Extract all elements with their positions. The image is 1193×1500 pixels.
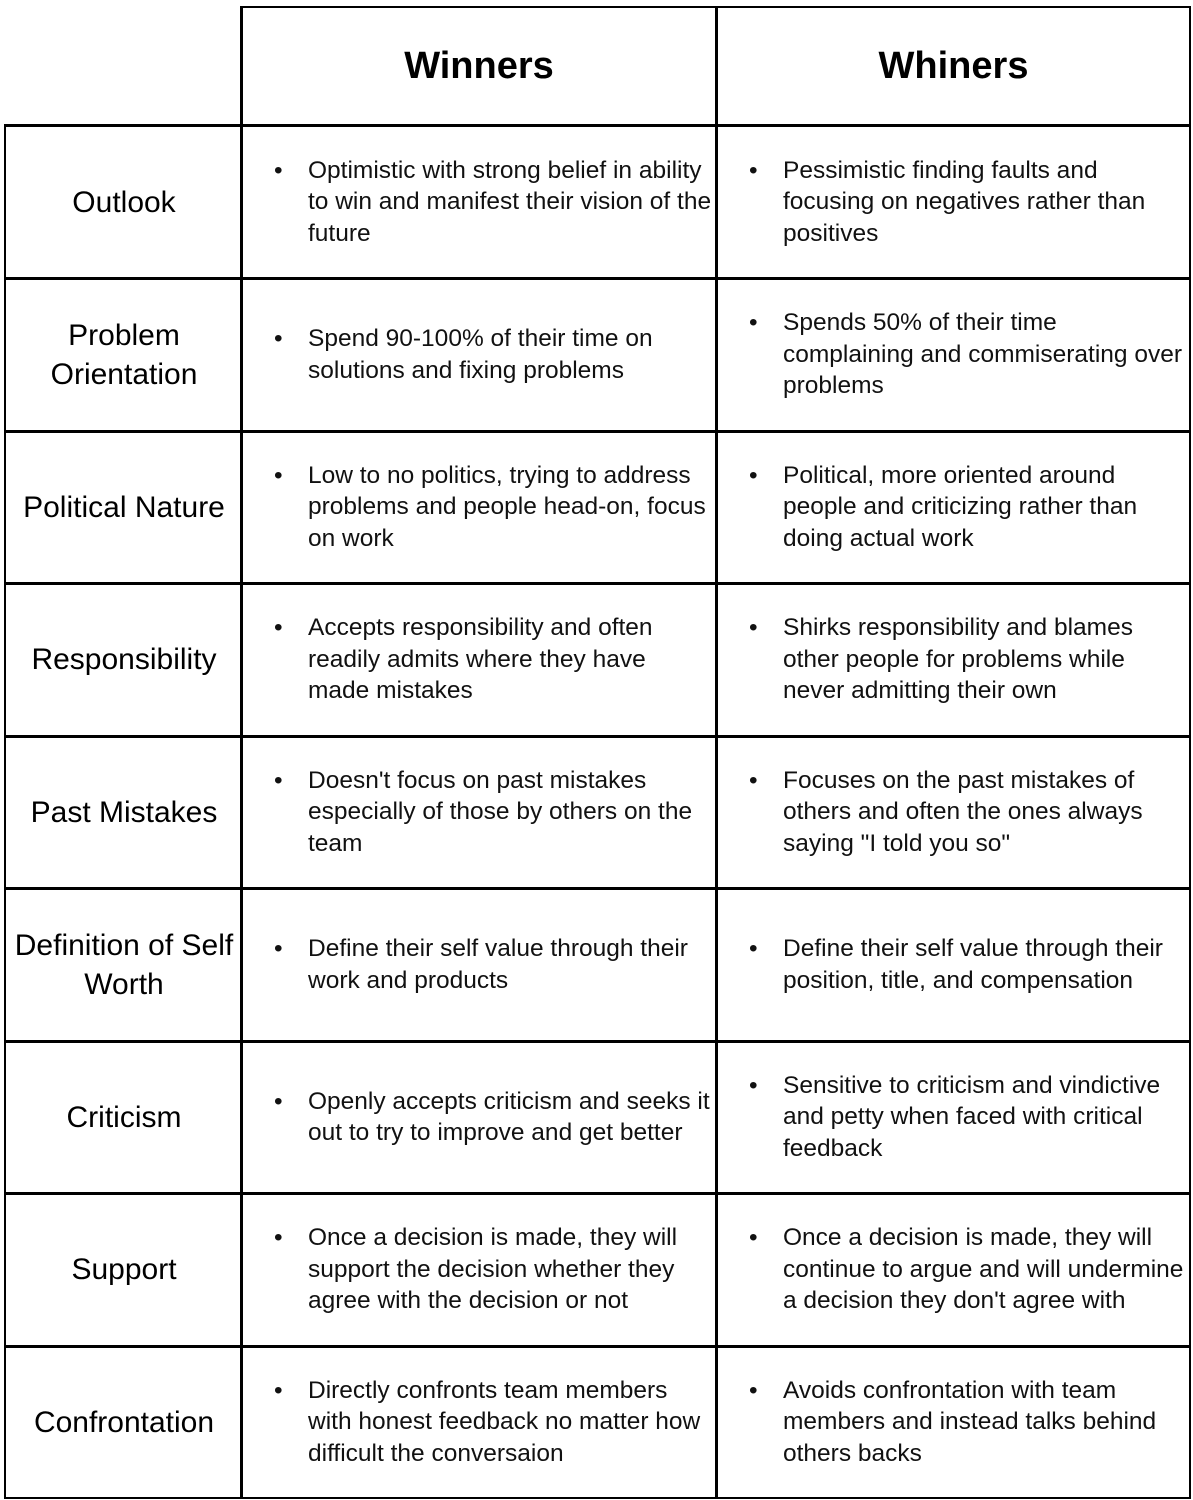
winners-text: Directly confronts team members with honest feedback no matter how difficult the conversaion [308, 1376, 701, 1467]
row-label: Problem Orientation [50, 318, 198, 391]
bullet-icon: • [274, 614, 283, 642]
winners-text: Openly accepts criticism and seeks it out to try to improve and get better [308, 1087, 710, 1146]
whiners-text: Avoids confrontation with team members and instead talks behind others backs [783, 1376, 1157, 1467]
whiners-text: Pessimistic finding faults and focusing on negatives rather than positives [783, 156, 1146, 247]
winners-cell [242, 278, 716, 431]
winners-text: Doesn't focus on past mistakes especially of those by others on the team [308, 766, 693, 857]
whiners-bullet-item [717, 307, 1190, 402]
bullet-icon: • [274, 1087, 283, 1115]
whiners-bullet-item [717, 1070, 1190, 1165]
row-label: Confrontation [33, 1405, 215, 1439]
row-label: Political Nature [23, 490, 225, 524]
whiners-cell [717, 431, 1190, 583]
winners-bullet-item [242, 612, 716, 707]
winners-text: Accepts responsibility and often readily admits where they have made mistakes [308, 614, 653, 705]
winners-header: Winners [404, 44, 554, 87]
bullet-icon: • [274, 1224, 283, 1252]
winners-cell [242, 583, 716, 736]
winners-bullet-item [242, 1222, 716, 1317]
whiners-text: Once a decision is made, they will continue to argue and will undermine a decision they don't agree with [783, 1224, 1184, 1315]
bullet-icon: • [274, 156, 283, 184]
bullet-icon: • [274, 935, 283, 962]
whiners-cell [717, 126, 1190, 278]
whiners-text: Spends 50% of their time complaining and commiserating over problems [783, 309, 1182, 400]
row-label: Criticism [66, 1100, 182, 1134]
whiners-cell [717, 1346, 1190, 1498]
winners-bullet-item [242, 155, 716, 250]
winners-cell [242, 1346, 716, 1498]
bullet-icon: • [274, 325, 283, 352]
winners-text: Low to no politics, trying to address problems and people head-on, focus on work [308, 461, 706, 552]
row-label: Definition of Self Worth [14, 928, 234, 1001]
winners-cell [242, 888, 716, 1041]
whiners-text: Sensitive to criticism and vindictive and petty when faced with critical feedback [783, 1071, 1161, 1162]
bullet-icon: • [749, 935, 758, 962]
bullet-icon: • [749, 614, 758, 642]
bullet-icon: • [749, 156, 758, 184]
whiners-bullet-item [717, 460, 1190, 555]
whiners-text: Define their self value through their position, title, and compensation [783, 935, 1163, 994]
whiners-cell [717, 1193, 1190, 1346]
winners-cell [242, 736, 716, 888]
bullet-icon: • [749, 766, 758, 794]
whiners-cell [717, 583, 1190, 736]
whiners-text: Political, more oriented around people and criticizing rather than doing actual work [783, 461, 1138, 552]
winners-cell [242, 126, 716, 278]
row-label: Responsibility [31, 643, 217, 676]
row-label: Support [71, 1253, 177, 1286]
winners-bullet-item [242, 765, 716, 860]
winners-cell [242, 1041, 716, 1193]
whiners-bullet-item [717, 155, 1190, 250]
winners-bullet-item [242, 933, 716, 996]
row-label: Past Mistakes [30, 795, 218, 829]
whiners-text: Shirks responsibility and blames other people for problems while never admitting their own [783, 614, 1133, 705]
bullet-icon: • [274, 766, 283, 794]
winners-bullet-item [242, 323, 716, 386]
winners-bullet-item [242, 460, 716, 555]
whiners-cell [717, 736, 1190, 888]
whiners-bullet-item [717, 1375, 1190, 1470]
whiners-cell [717, 1041, 1190, 1193]
bullet-icon: • [274, 1376, 283, 1404]
bullet-icon: • [749, 1376, 758, 1404]
winners-text: Spend 90-100% of their time on solutions and fixing problems [308, 325, 653, 384]
whiners-cell [717, 888, 1190, 1041]
bullet-icon: • [274, 461, 283, 489]
row-label: Outlook [72, 185, 176, 219]
winners-bullet-item [242, 1375, 716, 1470]
whiners-text: Focuses on the past mistakes of others and often the ones always saying "I told you so" [783, 766, 1143, 857]
winners-text: Once a decision is made, they will support the decision whether they agree with the decision or not [308, 1224, 678, 1315]
winners-text: Optimistic with strong belief in ability to win and manifest their vision of the future [308, 156, 712, 247]
bullet-icon: • [749, 309, 758, 337]
winners-cell [242, 431, 716, 583]
whiners-cell [717, 278, 1190, 431]
whiners-bullet-item [717, 1222, 1190, 1317]
whiners-bullet-item [717, 612, 1190, 707]
winners-bullet-item [242, 1086, 716, 1149]
whiners-bullet-item [717, 933, 1190, 996]
bullet-icon: • [749, 1224, 758, 1252]
whiners-bullet-item [717, 765, 1190, 860]
bullet-icon: • [749, 1071, 758, 1099]
winners-text: Define their self value through their work and products [308, 935, 688, 994]
winners-cell [242, 1193, 716, 1346]
bullet-icon: • [749, 461, 758, 489]
whiners-header: Whiners [878, 44, 1029, 87]
